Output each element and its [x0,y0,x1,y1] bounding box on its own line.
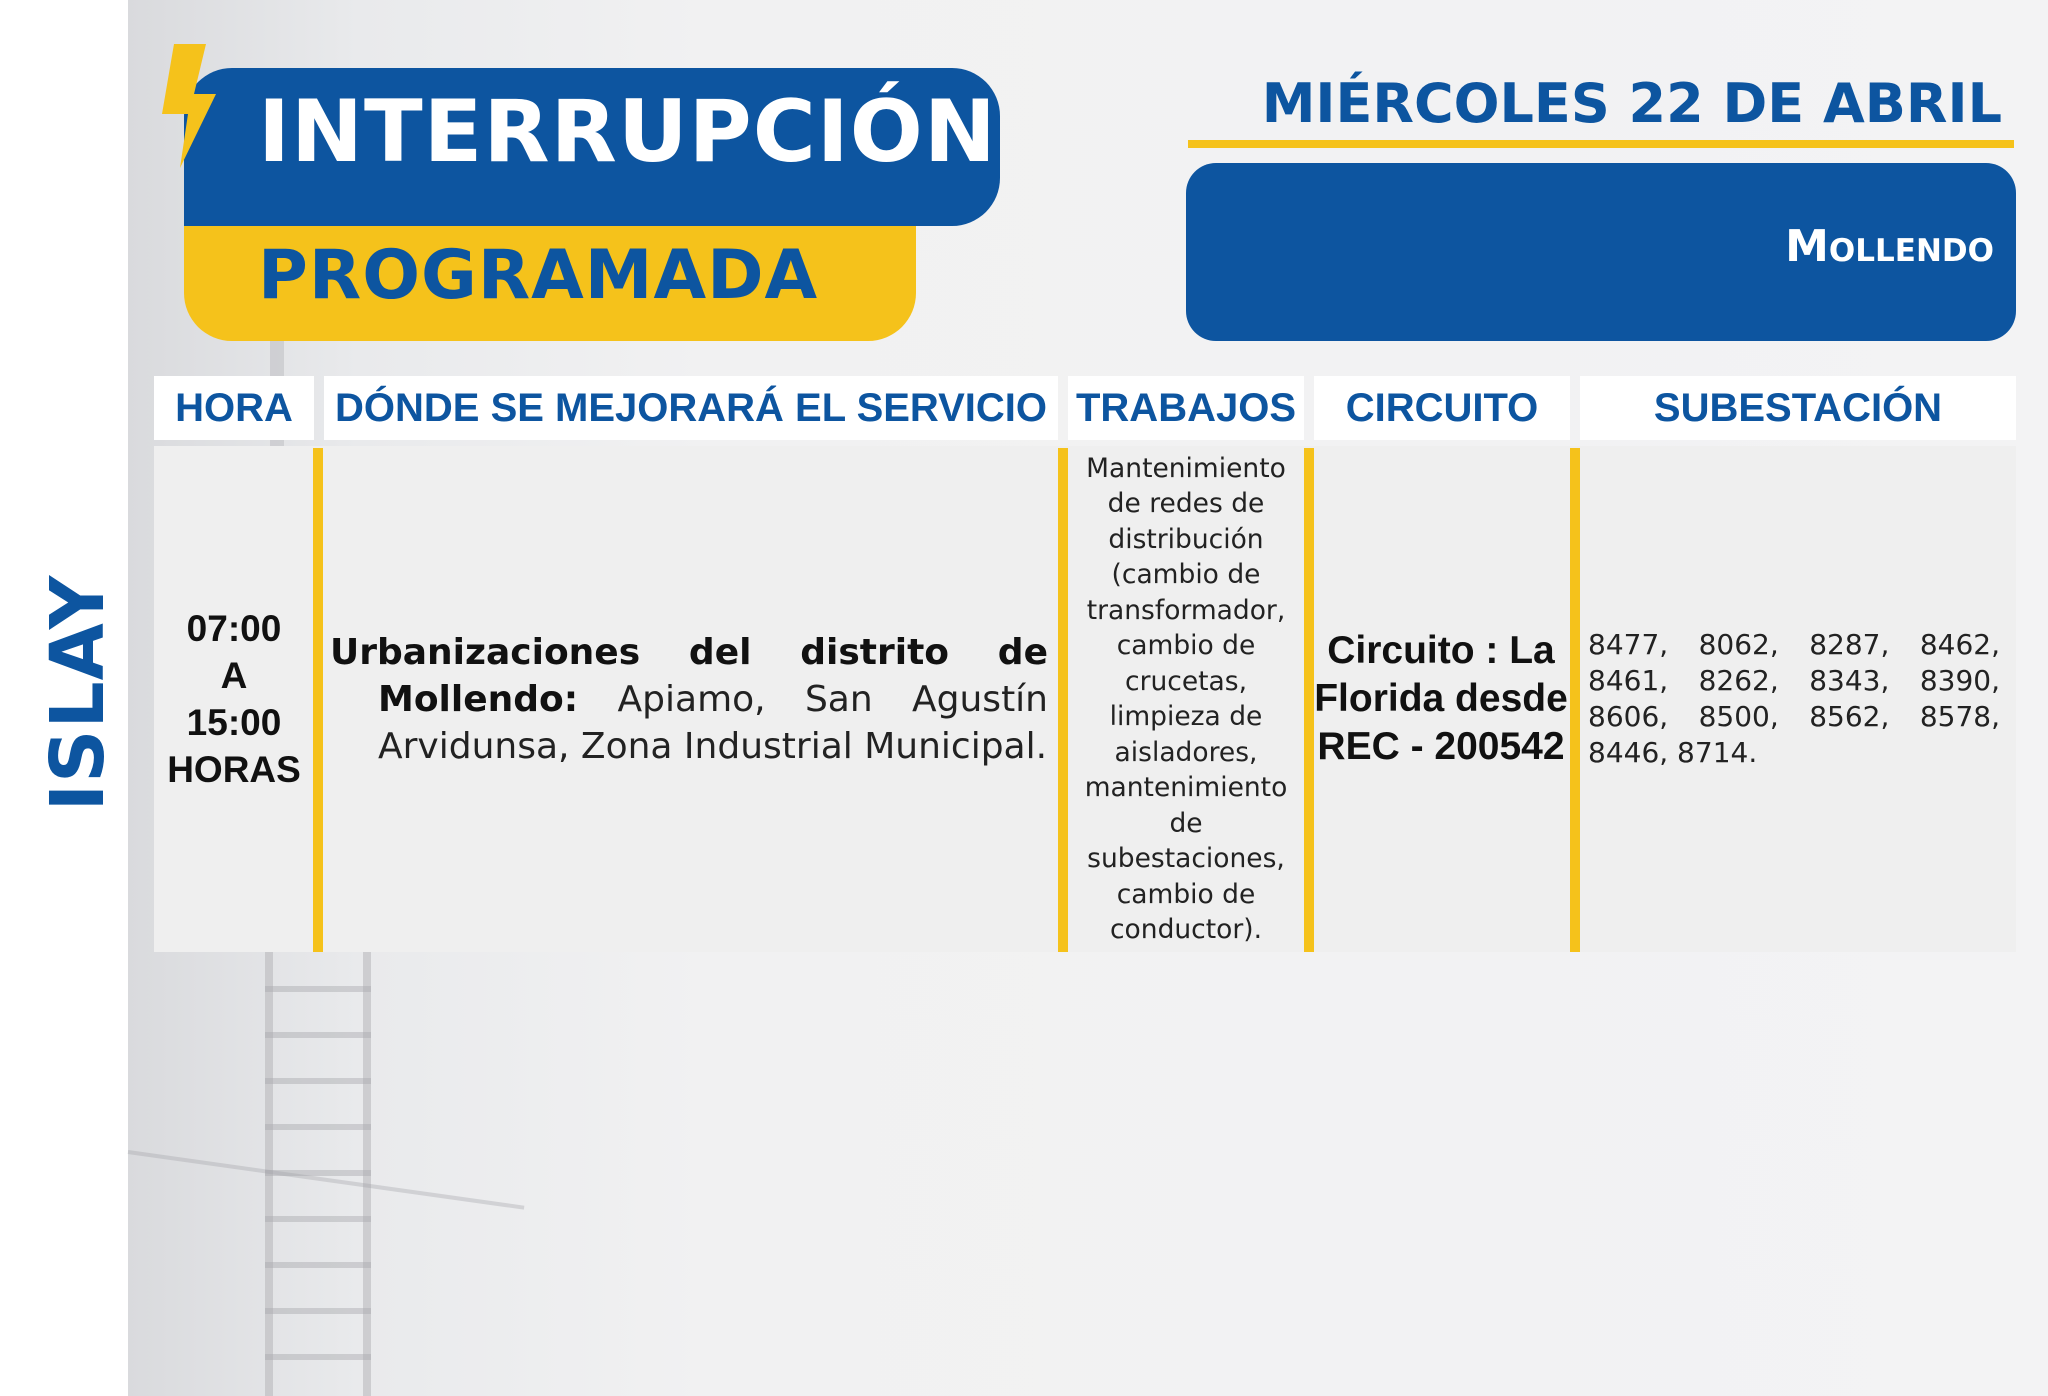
circuito-text: Circuito : La Florida desde REC - 200542 [1314,629,1568,768]
column-divider [313,448,323,952]
donde-paragraph [330,629,1048,770]
header-subestacion: SUBESTACIÓN [1580,376,2016,440]
donde-bold-1: Urbanizaciones del distrito de [330,631,1048,673]
lightning-bolt-icon [154,44,216,168]
cell-subestacion [1580,446,2016,952]
cell-circuito [1314,446,1568,952]
subestacion-text: 8477, 8062, 8287, 8462, 8461, 8262, 8343, 8390, 8606, 8500, 8562, 8578, 8446, 8714. [1588,628,2000,769]
header-circuito: CIRCUITO [1314,376,1570,440]
donde-bold-2: Mollendo: [378,678,579,720]
region-text: ISLAY [35,574,121,812]
place-name: Mollendo [1785,221,1994,272]
donde-text: Apiamo, San Agustín Arvidunsa, Zona Industrial Municipal. [378,678,1048,767]
column-divider [1304,448,1314,952]
donde-line-2 [330,676,1048,770]
date-underline [1188,140,2014,148]
title-main: INTERRUPCIÓN [258,82,997,182]
hora-sep: A [220,655,248,696]
header-hora: HORA [154,376,314,440]
background-tower [265,940,371,1396]
header-donde: DÓNDE SE MEJORARÁ EL SERVICIO [324,376,1058,440]
hora-start: 07:00 [186,608,282,649]
cell-hora [154,446,314,952]
place-banner [1186,163,2016,341]
column-divider [1058,448,1068,952]
header-trabajos: TRABAJOS [1068,376,1304,440]
hora-end: 15:00 [186,702,282,743]
cell-donde [324,446,1048,952]
hora-unit: HORAS [167,749,301,790]
trabajos-text: Mantenimiento de redes de distribución (cambio de transformador, cambio de crucetas, limpieza de aisladores, mantenimiento de subestaciones, cambio de conductor). [1084,452,1288,945]
date-label: MIÉRCOLES 22 DE ABRIL [1261,72,2002,135]
cell-trabajos [1068,446,1304,952]
title-sub: PROGRAMADA [258,236,819,315]
column-divider [1570,448,1580,952]
region-label [35,568,121,818]
